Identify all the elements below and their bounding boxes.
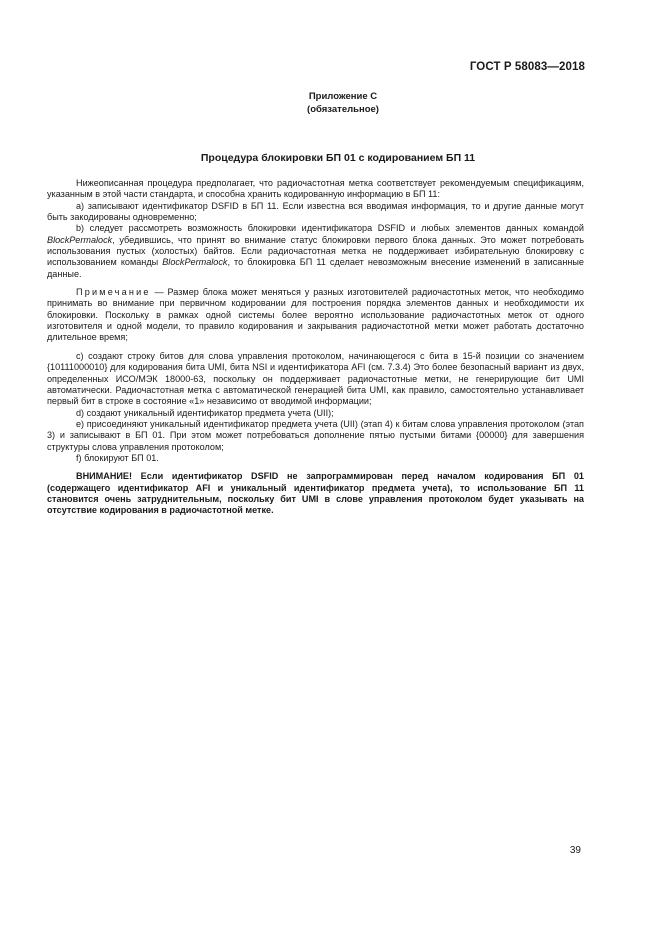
note-text: — Размер блока может меняться у разных изготовителей радиочастотных меток, что необходимо принимать во внимание при первичном кодировании для построения порядка элементов данных и необходимости их блокировки. Поскольку в рамках одной системы более вероятно использование радиочастотных меток от одного изготовителя и одной модели, то правило кодирования и закрывания радиочастотной метки может работать достаточно длительное время;: [47, 287, 584, 343]
intro-paragraph: Нижеописанная процедура предполагает, что радиочастотная метка соответствует рекомендуемым спецификациям, указанным в этой части стандарта, и способна хранить кодированную информацию в БП 11:: [47, 178, 584, 200]
note-label: Примечание: [76, 287, 151, 298]
section-title: Процедура блокировки БП 01 с кодированием БП 11: [200, 152, 476, 164]
list-item-b-text-1: b) следует рассмотреть возможность блокировки идентификатора DSFID и любых элементов данных командой: [76, 223, 584, 234]
warning-paragraph: ВНИМАНИЕ! Если идентификатор DSFID не запрограммирован перед началом кодирования БП 01 (содержащего идентификатор AFI и уникальный идентификатор предмета учета), то использование БП 11 становится очень затруднительным, поскольку бит UMI в слове управления протоколом будет указывать на отсутствие кодирования в радиочастотной метке.: [47, 471, 584, 516]
command-name: BlockPermalock: [47, 234, 113, 245]
list-item-b: [47, 223, 584, 280]
document-body: [47, 178, 584, 517]
list-item-f: f) блокируют БП 01.: [76, 452, 159, 463]
list-item-b-text-3: , то блокировка БП 11 сделает невозможным внесение изменений в записанные данные.: [47, 257, 584, 279]
annex-title: Приложение С: [308, 91, 378, 102]
list-item-c: c) создают строку битов для слова управления протоколом, начинающегося с бита в 15-й позиции со значением {10111000010} для кодирования бита UMI, бита NSI и идентификатора AFI (см. 7.3.4) Это более безопасный вариант из двух, определенных ИСО/МЭК 18000-63, поскольку он поддерживает радиочастотные метки, не генерирующие бит UMI автоматически. Радиочастотная метка с автоматической генерацией бита UMI, как правило, самостоятельно устанавливает первый бит в строке в состояние «1» независимо от вводимой информации;: [47, 350, 584, 407]
list-item-b-text-2: , убедившись, что принят во внимание статус блокировки первого блока данных. Это может потребовать использования пустых (холостых) байтов. Если радиочастотная метка не поддерживает избирательную блокировку с использованием команды: [47, 234, 584, 268]
page-number: 39: [569, 845, 581, 856]
annex-status: (обязательное): [307, 104, 379, 115]
list-item-e: e) присоединяют уникальный идентификатор предмета учета (UII) (этап 4) к битам слова управления протоколом (этап 3) и записывают в БП 01. При этом может потребоваться дополнение пятью пустыми битами {00000} для завершения структуры слова управления протоколом;: [47, 418, 584, 452]
command-name: BlockPermalock: [162, 257, 228, 268]
list-item-a: a) записывают идентификатор DSFID в БП 11. Если известна вся вводимая информация, то и другие данные могут быть закодированы одновременно;: [47, 200, 584, 223]
document-code: ГОСТ Р 58083—2018: [469, 61, 585, 73]
annex-heading: [0, 90, 661, 116]
list-item-d: d) создают уникальный идентификатор предмета учета (UII);: [76, 407, 334, 418]
note-paragraph: [47, 287, 584, 344]
